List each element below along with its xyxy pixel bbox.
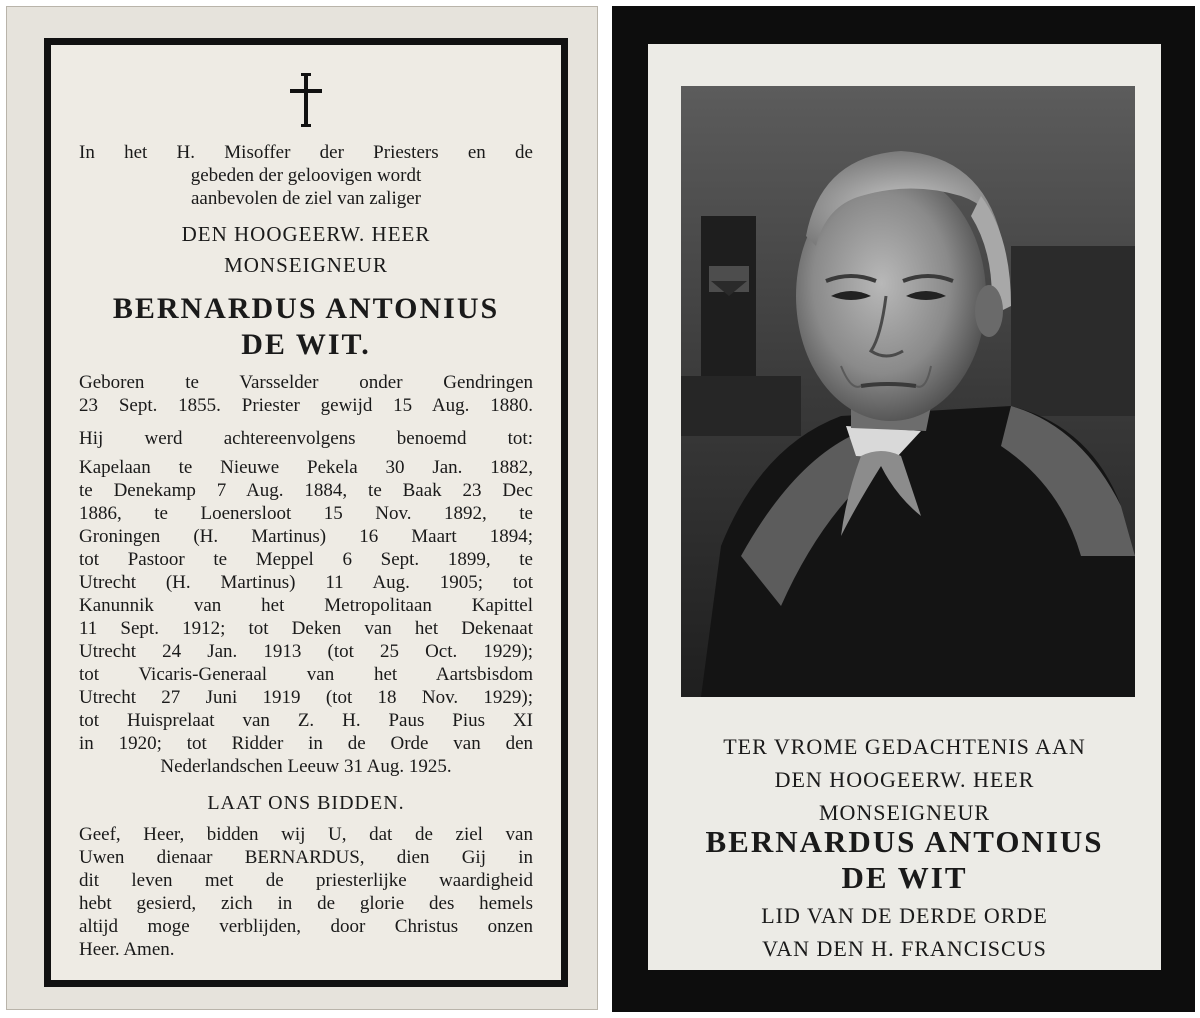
dedication-caption [648,730,1161,829]
prayer-heading: LAAT ONS BIDDEN. [207,792,405,814]
honorific-title [79,219,533,281]
career-line: Utrecht 27 Juni 1919 (tot 18 Nov. 1929); [79,687,533,708]
order-line: VAN DEN H. FRANCISCUS [762,936,1047,961]
birth-text [79,371,533,417]
career-line: Utrecht 24 Jan. 1913 (tot 25 Oct. 1929); [79,641,533,662]
intro-line: aanbevolen de ziel van zaliger [191,188,421,209]
career-line: 11 Sept. 1912; tot Deken van het Dekenaat [79,618,533,639]
career-line: Kapelaan te Nieuwe Pekela 30 Jan. 1882, [79,457,533,478]
caption-line: MONSEIGNEUR [818,800,991,825]
career-line: Groningen (H. Martinus) 16 Maart 1894; [79,526,533,547]
career-line: Utrecht (H. Martinus) 11 Aug. 1905; tot [79,572,533,593]
intro-line: In het H. Misoffer der Priesters en de [79,142,533,163]
name-line: DE WIT [841,860,968,895]
caption-line: TER VROME GEDACHTENIS AAN [723,734,1086,759]
memorial-card-front [612,6,1195,1012]
career-line: te Denekamp 7 Aug. 1884, te Baak 23 Dec [79,480,533,501]
birth-line: 23 Sept. 1855. Priester gewijd 15 Aug. 1880. [79,395,533,416]
career-line: Kanunnik van het Metropolitaan Kapittel [79,595,533,616]
prayer-text [79,823,533,961]
prayer-line: Geef, Heer, bidden wij U, dat de ziel van [79,824,533,845]
caption-line: DEN HOOGEERW. HEER [774,767,1035,792]
card-border-frame [44,38,568,987]
prayer-line: altijd moge verblijden, door Christus onzen [79,916,533,937]
memorial-card-back [6,6,598,1010]
name-line: BERNARDUS ANTONIUS [112,292,500,325]
birth-line: Geboren te Varsselder onder Gendringen [79,372,533,393]
career-line: tot Vicaris-Generaal van het Aartsbisdom [79,664,533,685]
title-line: DEN HOOGEERW. HEER [181,222,431,246]
prayer-line: Uwen dienaar BERNARDUS, dien Gij in [79,847,533,868]
title-line: MONSEIGNEUR [224,253,388,277]
deceased-name-front [648,824,1161,896]
prayer-line: Heer. Amen. [79,939,175,960]
intro-text [79,141,533,210]
career-line: 1886, te Loenersloot 15 Nov. 1892, te [79,503,533,524]
deceased-name [79,291,533,363]
cross-icon [290,73,322,127]
career-line: Hij werd achtereenvolgens benoemd tot: [79,428,533,449]
career-line: in 1920; tot Ridder in de Orde van den [79,733,533,754]
career-text [79,427,533,778]
card-inner-panel [648,44,1161,970]
name-line: DE WIT. [241,328,371,361]
order-membership [648,899,1161,965]
intro-line: gebeden der geloovigen wordt [190,165,422,186]
career-line: tot Pastoor te Meppel 6 Sept. 1899, te [79,549,533,570]
career-line: tot Huisprelaat van Z. H. Paus Pius XI [79,710,533,731]
prayer-line: dit leven met de priesterlijke waardigheid [79,870,533,891]
portrait-image [681,86,1135,697]
order-line: LID VAN DE DERDE ORDE [761,903,1048,928]
prayer-line: hebt gesierd, zich in de glorie des hemels [79,893,533,914]
career-line: Nederlandschen Leeuw 31 Aug. 1925. [160,756,452,777]
name-line: BERNARDUS ANTONIUS [705,824,1104,859]
